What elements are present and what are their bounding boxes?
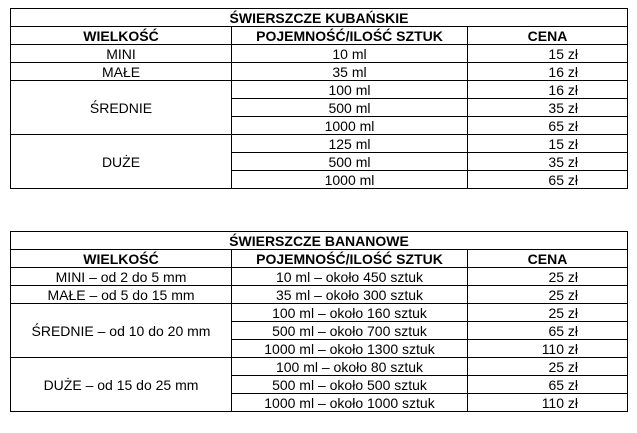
price-cell: 15 zł (468, 135, 628, 153)
table-row (11, 304, 628, 322)
table-title: ŚWIERSZCZE KUBAŃSKIE (11, 9, 628, 27)
capacity-cell: 100 ml – około 80 sztuk (232, 358, 468, 376)
table-row (11, 63, 628, 81)
price-cell: 25 zł (468, 358, 628, 376)
price-cell: 16 zł (468, 63, 628, 81)
title-row (11, 232, 628, 250)
price-cell: 25 zł (468, 268, 628, 286)
capacity-cell: 35 ml – około 300 sztuk (232, 286, 468, 304)
header-price: CENA (468, 250, 628, 268)
capacity-cell: 500 ml – około 700 sztuk (232, 322, 468, 340)
header-capacity: POJEMNOŚĆ/ILOŚĆ SZTUK (232, 27, 468, 45)
price-cell: 65 zł (468, 376, 628, 394)
price-cell: 110 zł (468, 394, 628, 412)
size-cell: MAŁE (11, 63, 232, 81)
capacity-cell: 1000 ml (232, 171, 468, 189)
table-row (11, 135, 628, 153)
size-cell: ŚREDNIE (11, 81, 232, 135)
price-cell: 15 zł (468, 45, 628, 63)
header-size: WIELKOŚĆ (11, 250, 232, 268)
table-row (11, 81, 628, 99)
size-cell: ŚREDNIE – od 10 do 20 mm (11, 304, 232, 358)
price-cell: 35 zł (468, 99, 628, 117)
capacity-cell: 500 ml – około 500 sztuk (232, 376, 468, 394)
table-row (11, 358, 628, 376)
size-cell: DUŻE – od 15 do 25 mm (11, 358, 232, 412)
capacity-cell: 100 ml – około 160 sztuk (232, 304, 468, 322)
header-price: CENA (468, 27, 628, 45)
capacity-cell: 1000 ml – około 1300 sztuk (232, 340, 468, 358)
header-row (11, 27, 628, 45)
capacity-cell: 500 ml (232, 99, 468, 117)
header-size: WIELKOŚĆ (11, 27, 232, 45)
capacity-cell: 100 ml (232, 81, 468, 99)
size-cell: MAŁE – od 5 do 15 mm (11, 286, 232, 304)
capacity-cell: 125 ml (232, 135, 468, 153)
table-body (11, 9, 628, 189)
table-row (11, 268, 628, 286)
table-row (11, 45, 628, 63)
price-cell: 35 zł (468, 153, 628, 171)
price-cell: 65 zł (468, 322, 628, 340)
capacity-cell: 10 ml (232, 45, 468, 63)
title-row (11, 9, 628, 27)
header-capacity: POJEMNOŚĆ/ILOŚĆ SZTUK (232, 250, 468, 268)
table-title: ŚWIERSZCZE BANANOWE (11, 232, 628, 250)
table-swierszcze-bananowe (10, 231, 628, 412)
table-row (11, 286, 628, 304)
capacity-cell: 1000 ml (232, 117, 468, 135)
price-cell: 16 zł (468, 81, 628, 99)
price-cell: 25 zł (468, 304, 628, 322)
table-swierszcze-kubanskie (10, 8, 628, 189)
capacity-cell: 1000 ml – około 1000 sztuk (232, 394, 468, 412)
price-cell: 65 zł (468, 171, 628, 189)
size-cell: MINI (11, 45, 232, 63)
capacity-cell: 500 ml (232, 153, 468, 171)
price-cell: 25 zł (468, 286, 628, 304)
capacity-cell: 10 ml – około 450 sztuk (232, 268, 468, 286)
table-body (11, 232, 628, 412)
price-cell: 110 zł (468, 340, 628, 358)
size-cell: DUŻE (11, 135, 232, 189)
size-cell: MINI – od 2 do 5 mm (11, 268, 232, 286)
capacity-cell: 35 ml (232, 63, 468, 81)
price-cell: 65 zł (468, 117, 628, 135)
header-row (11, 250, 628, 268)
